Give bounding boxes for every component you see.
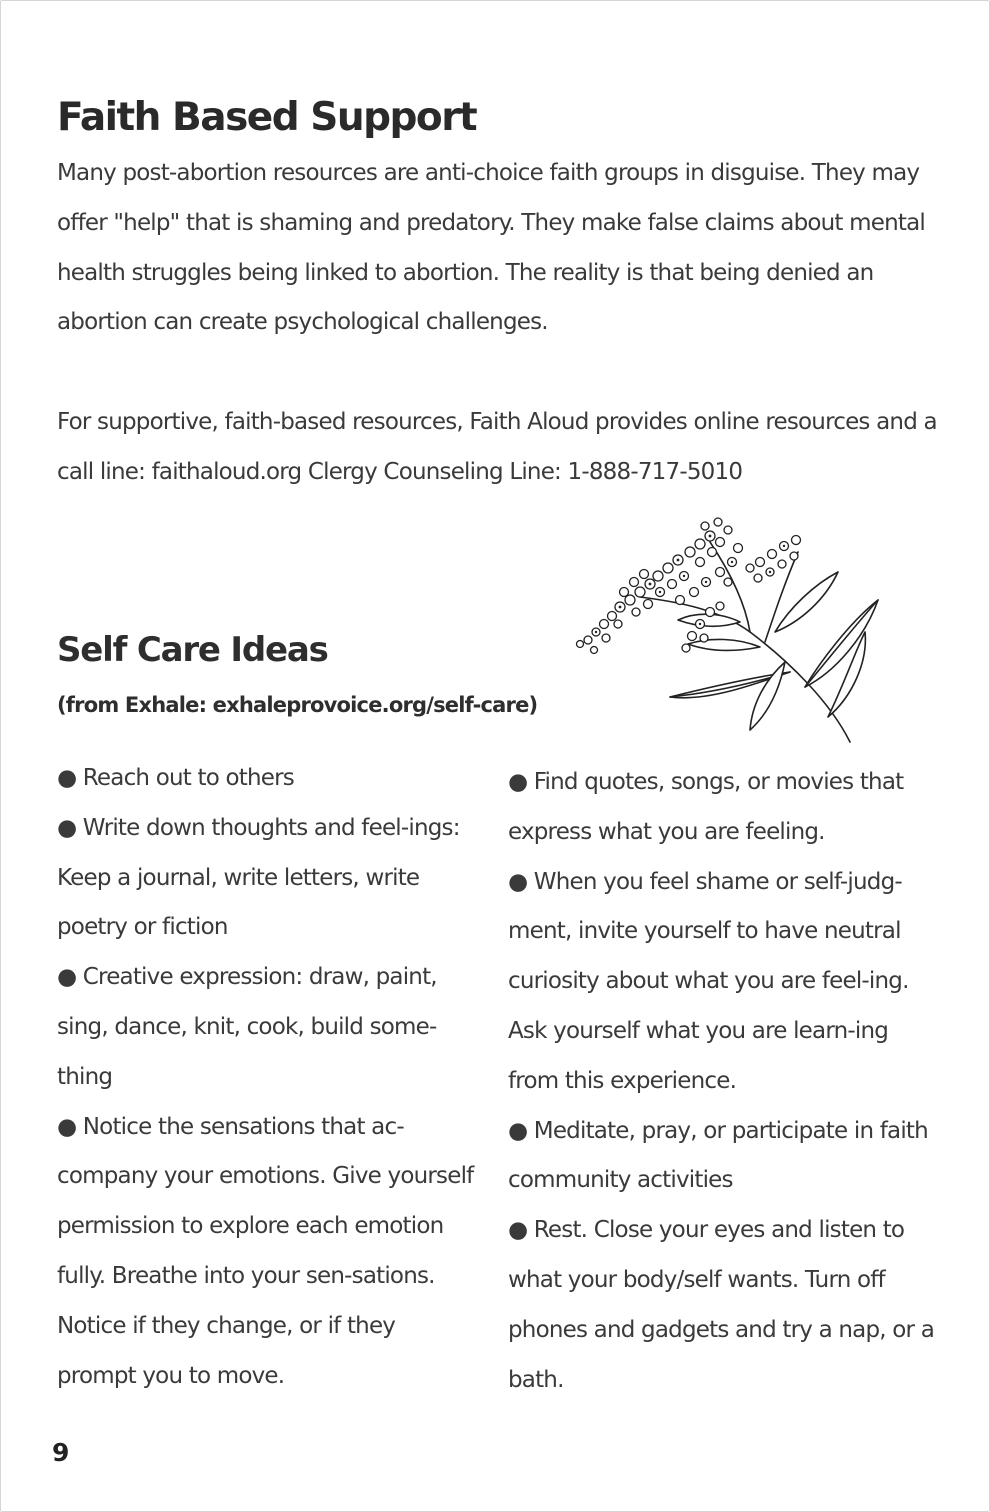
list-item: ● When you feel shame or self-judg-ment, invite yourself to have neutral curiosity about what you are feel-ing. Ask yourself what you are learn-ing from this experience.: [508, 868, 909, 1094]
selfcare-section-title: Self Care Ideas: [57, 630, 328, 670]
list-item: ● Meditate, pray, or participate in faith community activities: [508, 1117, 928, 1194]
list-item: ● Rest. Close your eyes and listen to what your body/self wants. Turn off phones and gadgets and try a nap, or a bath.: [508, 1217, 935, 1393]
faith-section-title: Faith Based Support: [57, 95, 477, 140]
selfcare-left-column: [57, 754, 477, 1401]
list-item: ● Reach out to others: [57, 765, 294, 791]
selfcare-source-note: (from Exhale: exhaleprovoice.org/self-care): [57, 693, 538, 717]
list-item: ● Notice the sensations that ac-company your emotions. Give yourself permission to explore each emotion fully. Breathe into your sen-sations. Notice if they change, or if they prompt you to move.: [57, 1113, 474, 1389]
list-item: ● Creative expression: draw, paint, sing, dance, knit, cook, build some-thing: [57, 964, 437, 1090]
list-item: ● Write down thoughts and feel-ings: Keep a journal, write letters, write poetry or fiction: [57, 814, 460, 941]
faith-paragraph-1: Many post-abortion resources are anti-choice faith groups in disguise. They may offer "help" that is shaming and predatory. They make false claims about mental health struggles being linked to abortion. The reality is that being denied an abortion can create psychological challenges.: [57, 160, 925, 336]
list-item: ● Find quotes, songs, or movies that express what you are feeling.: [508, 769, 904, 845]
flower-sprig-illustration: [560, 512, 890, 752]
page-number: 9: [52, 1438, 70, 1467]
selfcare-right-column: [508, 758, 938, 1405]
faith-paragraph-2: For supportive, faith-based resources, Faith Aloud provides online resources and a call line: faithaloud.org Clergy Counseling Line: 1-888-717-5010: [57, 409, 937, 485]
